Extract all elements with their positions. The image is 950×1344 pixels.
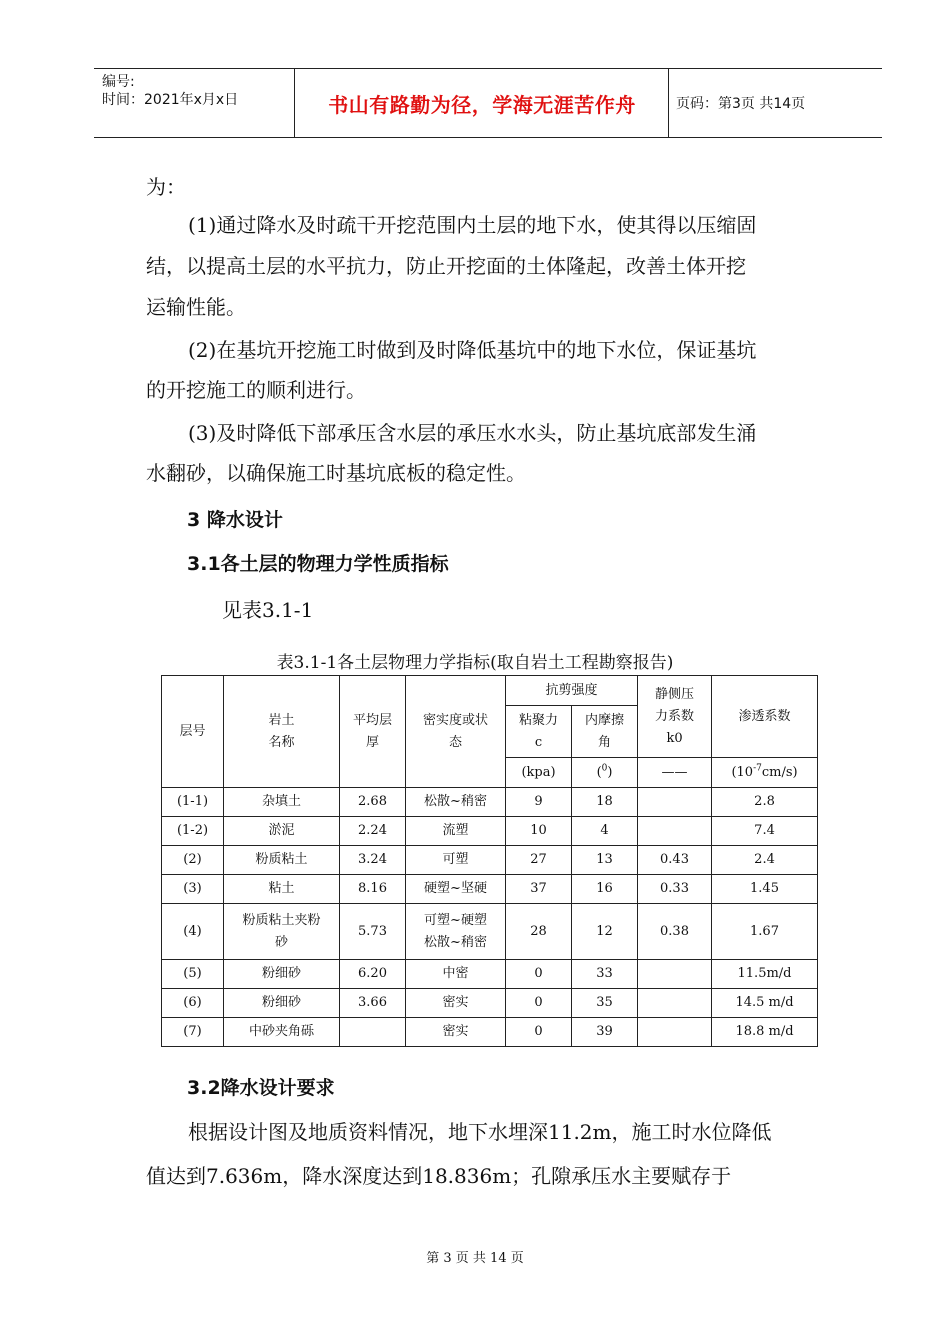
table-row	[162, 1018, 818, 1047]
section-heading: 3 降水设计	[187, 509, 283, 531]
cell: 流塑	[406, 817, 506, 846]
header-cell: 层号	[162, 676, 224, 788]
cell: 2.68	[340, 788, 406, 817]
header-divider	[294, 69, 295, 137]
header-page-info: 页码：第3页 共14页	[676, 96, 806, 112]
body-line: 根据设计图及地质资料情况，地下水埋深11.2m，施工时水位降低	[188, 1120, 772, 1144]
cell	[340, 1018, 406, 1047]
cell: 4	[572, 817, 638, 846]
cell: 14.5 m/d	[712, 989, 818, 1018]
table-row	[162, 904, 818, 960]
cell: 可塑~硬塑 松散~稍密	[406, 904, 506, 960]
body-line: (1)通过降水及时疏干开挖范围内土层的地下水，使其得以压缩固	[188, 213, 757, 237]
page-header	[94, 68, 882, 138]
cell: (1-2)	[162, 817, 224, 846]
body-line: (2)在基坑开挖施工时做到及时降低基坑中的地下水位，保证基坑	[188, 338, 757, 362]
table-row	[162, 817, 818, 846]
table-row	[162, 846, 818, 875]
subsection-heading: 3.2降水设计要求	[187, 1077, 335, 1099]
cell	[638, 989, 712, 1018]
cell: 0	[506, 989, 572, 1018]
cell: 0	[506, 1018, 572, 1047]
unit-cell: (kpa)	[506, 758, 572, 788]
table-row	[162, 875, 818, 904]
cell: 粉细砂	[224, 960, 340, 989]
cell: 10	[506, 817, 572, 846]
header-cell: 粘聚力 c	[506, 706, 572, 758]
cell: 0.38	[638, 904, 712, 960]
cell: 1.45	[712, 875, 818, 904]
unit-cell: ($^0$)	[572, 758, 638, 788]
cell: 杂填土	[224, 788, 340, 817]
cell: 9	[506, 788, 572, 817]
header-divider	[668, 69, 669, 137]
cell: 11.5m/d	[712, 960, 818, 989]
table-caption: 表3.1-1各土层物理力学指标(取自岩土工程勘察报告)	[276, 653, 674, 673]
header-motto: 书山有路勤为径，学海无涯苦作舟	[328, 92, 636, 117]
table-row	[162, 989, 818, 1018]
cell: (3)	[162, 875, 224, 904]
body-line: 为：	[146, 175, 186, 199]
body-line: 水翻砂，以确保施工时基坑底板的稳定性。	[146, 461, 526, 485]
header-cell: 渗透系数	[712, 676, 818, 758]
cell: 粉质粘土	[224, 846, 340, 875]
cell: 8.16	[340, 875, 406, 904]
cell: 35	[572, 989, 638, 1018]
cell: 密实	[406, 1018, 506, 1047]
body-line: 运输性能。	[146, 295, 246, 319]
header-meta	[102, 73, 292, 109]
cell: 7.4	[712, 817, 818, 846]
table-row	[162, 960, 818, 989]
cell: 28	[506, 904, 572, 960]
cell: (2)	[162, 846, 224, 875]
cell: (1-1)	[162, 788, 224, 817]
cell: 2.4	[712, 846, 818, 875]
cell: 0.33	[638, 875, 712, 904]
soil-properties-table	[161, 675, 818, 1047]
cell: 粉质粘土夹粉 砂	[224, 904, 340, 960]
cell	[638, 1018, 712, 1047]
page-footer: 第 3 页 共 14 页	[426, 1251, 524, 1266]
cell: 淤泥	[224, 817, 340, 846]
cell	[638, 960, 712, 989]
cell: 硬塑~坚硬	[406, 875, 506, 904]
cell: 中砂夹角砾	[224, 1018, 340, 1047]
doc-number-label: 编号:	[102, 74, 135, 90]
cell: 2.8	[712, 788, 818, 817]
cell: 粉细砂	[224, 989, 340, 1018]
cell: 3.66	[340, 989, 406, 1018]
body-line: 结，以提高土层的水平抗力，防止开挖面的土体隆起，改善土体开挖	[146, 254, 746, 278]
cell: (7)	[162, 1018, 224, 1047]
body-line: (3)及时降低下部承压含水层的承压水水头，防止基坑底部发生涌	[188, 421, 757, 445]
body-line: 值达到7.636m，降水深度达到18.836m；孔隙承压水主要赋存于	[146, 1164, 732, 1188]
cell: (6)	[162, 989, 224, 1018]
header-cell: 密实度或状 态	[406, 676, 506, 788]
unit-cell: ——	[638, 758, 712, 788]
header-cell: 内摩擦 角	[572, 706, 638, 758]
cell: 可塑	[406, 846, 506, 875]
subsection-heading: 3.1各土层的物理力学性质指标	[187, 553, 449, 575]
body-line: 的开挖施工的顺利进行。	[146, 378, 366, 402]
header-cell: 岩土 名称	[224, 676, 340, 788]
cell: 1.67	[712, 904, 818, 960]
cell: 5.73	[340, 904, 406, 960]
doc-time-label: 时间：2021年x月x日	[102, 92, 239, 108]
header-cell: 抗剪强度	[506, 676, 638, 706]
cell: 3.24	[340, 846, 406, 875]
cell: 2.24	[340, 817, 406, 846]
cell: 6.20	[340, 960, 406, 989]
cell: 密实	[406, 989, 506, 1018]
unit-cell: $(10^{-7}cm/s)$	[712, 758, 818, 788]
header-cell: 静侧压 力系数 k0	[638, 676, 712, 758]
cell: 12	[572, 904, 638, 960]
cell: 中密	[406, 960, 506, 989]
cell: 33	[572, 960, 638, 989]
table-row	[162, 788, 818, 817]
header-cell: 平均层 厚	[340, 676, 406, 788]
cell	[638, 788, 712, 817]
cell: 粘土	[224, 875, 340, 904]
cell: 16	[572, 875, 638, 904]
cell: (4)	[162, 904, 224, 960]
cell: 0	[506, 960, 572, 989]
cell: 27	[506, 846, 572, 875]
cell: 松散~稍密	[406, 788, 506, 817]
cell	[638, 817, 712, 846]
cell: 13	[572, 846, 638, 875]
cell: 39	[572, 1018, 638, 1047]
table-reference: 见表3.1-1	[222, 598, 314, 622]
cell: 18	[572, 788, 638, 817]
cell: (5)	[162, 960, 224, 989]
cell: 0.43	[638, 846, 712, 875]
cell: 18.8 m/d	[712, 1018, 818, 1047]
cell: 37	[506, 875, 572, 904]
